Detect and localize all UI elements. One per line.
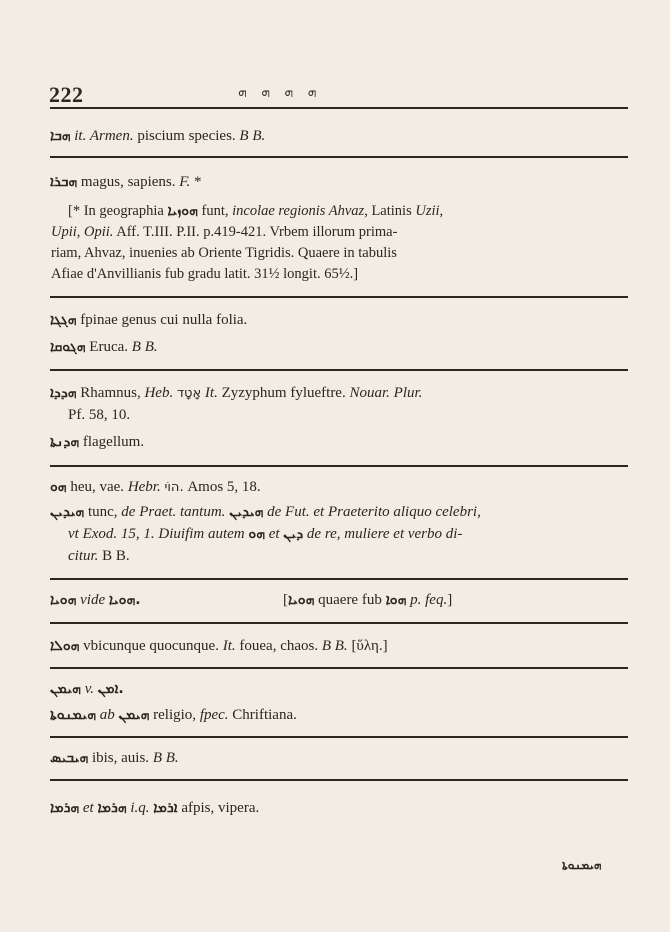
entry-line: vt Exod. 15, 1. Diuifim autem ܗܘ et ܕܝܢ de re, muliere et verbo di-: [68, 526, 463, 542]
entry-rule: [50, 465, 628, 467]
entry-line: citur. B B.: [68, 548, 130, 564]
entry-line: [ܗܘܝܐ quaere fub ܗܘܐ p. feq.]: [283, 592, 453, 608]
catchword: ܗܝܡܢܘܬܐ: [562, 858, 602, 872]
headword: ܗܕܕܐ: [50, 385, 77, 401]
entry-line: ܗܝܕܝܢ tunc, de Praet. tantum. ܗܝܕܝܢ de Fut. et Praeterito aliquo celebri,: [50, 504, 481, 520]
headword: ܗܘܠܐ: [50, 638, 80, 654]
entry-line: ܗܒܪܐ magus, sapiens. F. *: [50, 174, 202, 190]
entry-rule: [50, 578, 628, 580]
entry-rule: [50, 156, 628, 158]
entry-line: ܗܘܠܐ vbicunque quocunque. It. fouea, chaos. B B. [ὕλη.]: [50, 638, 388, 654]
headword: ܗܝܡܢܘܬܐ: [50, 707, 96, 723]
entry-line: ܗܒܐ it. Armen. piscium species. B B.: [50, 128, 266, 144]
headword: ܗܘܝܐ: [50, 592, 77, 608]
note-line: [* In geographia ܗܘܙܝܐ funt, incolae regionis Ahvaz, Latinis Uzii,: [68, 203, 444, 219]
entry-rule: [50, 296, 628, 298]
headword: ܗܓܘܩܐ: [50, 339, 86, 355]
entry-line: ܗܓܓܐ fpinae genus cui nulla folia.: [50, 312, 248, 328]
entry-line: ܗܘܝܐ vide ܗܘܝܐ.: [50, 592, 141, 608]
entry-line: ܗܝܒܝܣ ibis, auis. B B.: [50, 750, 179, 766]
entry-line: Pf. 58, 10.: [68, 407, 131, 423]
note-line: Upii, Opii. Aff. T.III. P.II. p.419-421. Vrbem illorum prima-: [51, 224, 398, 240]
headword: ܗܕܢܬܐ: [50, 434, 80, 450]
header-rule: [50, 107, 628, 109]
entry-line: ܗܕܕܐ Rhamnus, Heb. אָטָד It. Zyzyphum fylueftre. Nouar. Plur.: [50, 385, 423, 401]
entry-line: ܗܝܡܢ v. ܐܡܢ.: [50, 681, 124, 697]
note-line: riam, Ahvaz, inuenies ab Oriente Tigridis. Quaere in tabulis: [51, 245, 397, 261]
headword: ܗܝܒܝܣ: [50, 750, 89, 766]
entry-rule: [50, 369, 628, 371]
entry-line: ܗܪܡܐ et ܗܪܡܐ i.q. ܐܪܡܐ afpis, vipera.: [50, 800, 260, 816]
headword: ܗܝܡܢ: [50, 681, 81, 697]
headword: ܗܒܪܐ: [50, 174, 78, 190]
note-line: Afiae d'Anvillianis fub gradu latit. 31½ longit. 65½.]: [51, 266, 359, 282]
entry-rule: [50, 779, 628, 781]
entry-line: ܗܓܘܩܐ Eruca. B B.: [50, 339, 158, 355]
headword: ܗܪܡܐ: [50, 800, 80, 816]
entry-rule: [50, 667, 628, 669]
headword: ܗܒܐ: [50, 128, 71, 144]
headword: ܗܝܕܝܢ: [50, 504, 85, 520]
page-number: 222: [49, 82, 84, 107]
headword: ܗܓܓܐ: [50, 312, 77, 328]
entry-line: ܗܝܡܢܘܬܐ ab ܗܝܡܢ religio, fpec. Chriftiana.: [50, 707, 297, 723]
entry-rule: [50, 736, 628, 738]
running-head: ܗ ܗ ܗ ܗ: [238, 84, 317, 100]
entry-line: ܗܘ heu, vae. Hebr. הוֹי. Amos 5, 18.: [50, 479, 261, 495]
entry-rule: [50, 622, 628, 624]
headword: ܗܘ: [50, 479, 67, 495]
entry-line: ܗܕܢܬܐ flagellum.: [50, 434, 145, 450]
